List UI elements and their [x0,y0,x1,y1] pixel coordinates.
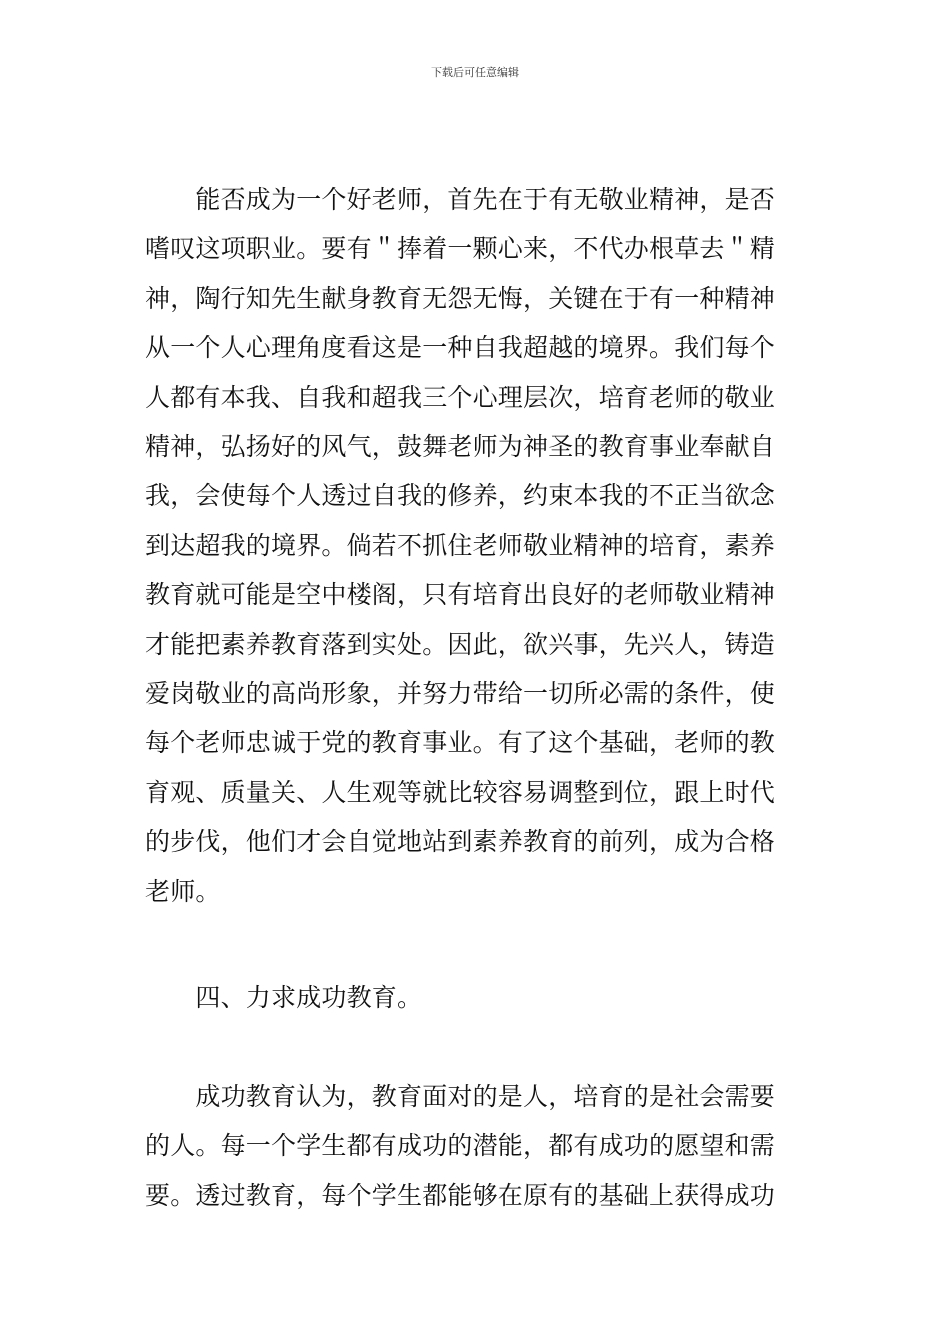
paragraph-line: 嗜叹这项职业。要有＂捧着一颗心来，不代办根草去＂精 [145,234,776,264]
paragraph-line: 每个老师忠诚于党的教育事业。有了这个基础，老师的教 [145,728,776,758]
paragraph-line: 育观、质量关、人生观等就比较容易调整到位，跟上时代 [145,777,776,807]
paragraph-line: 能否成为一个好老师，首先在于有无敬业精神，是否 [195,185,776,214]
paragraph-line: 我，会使每个人透过自我的修养，约束本我的不正当欲念 [145,481,776,511]
section-heading: 四、力求成功教育。 [195,983,423,1012]
paragraph-line: 的步伐，他们才会自觉地站到素养教育的前列，成为合格 [145,827,776,857]
paragraph-success-education [145,1072,807,1220]
paragraph-line: 精神，弘扬好的风气，鼓舞老师为神圣的教育事业奉献自 [145,432,776,462]
paragraph-line: 成功教育认为，教育面对的是人，培育的是社会需要 [195,1082,776,1111]
paragraph-line: 从一个人心理角度看这是一种自我超越的境界。我们每个 [145,333,776,363]
paragraph-line: 到达超我的境界。倘若不抓住老师敬业精神的培育，素养 [145,530,776,560]
paragraph-line: 神，陶行知先生献身教育无怨无悔，关键在于有一种精神 [145,283,776,313]
paragraph-line: 老师。 [145,876,221,906]
paragraph-line: 要。透过教育，每个学生都能够在原有的基础上获得成功 [145,1180,776,1210]
paragraph-line: 的人。每一个学生都有成功的潜能，都有成功的愿望和需 [145,1131,776,1161]
paragraph-line: 爱岗敬业的高尚形象，并努力带给一切所必需的条件，使 [145,679,776,709]
paragraph-line: 教育就可能是空中楼阁，只有培育出良好的老师敬业精神 [145,580,776,610]
paragraph-line: 人都有本我、自我和超我三个心理层次，培育老师的敬业 [145,382,776,412]
paragraph-line: 才能把素养教育落到实处。因此，欲兴事，先兴人，铸造 [145,629,776,659]
header-note: 下载后可任意编辑 [431,66,519,79]
paragraph-teacher-dedication [145,175,807,916]
